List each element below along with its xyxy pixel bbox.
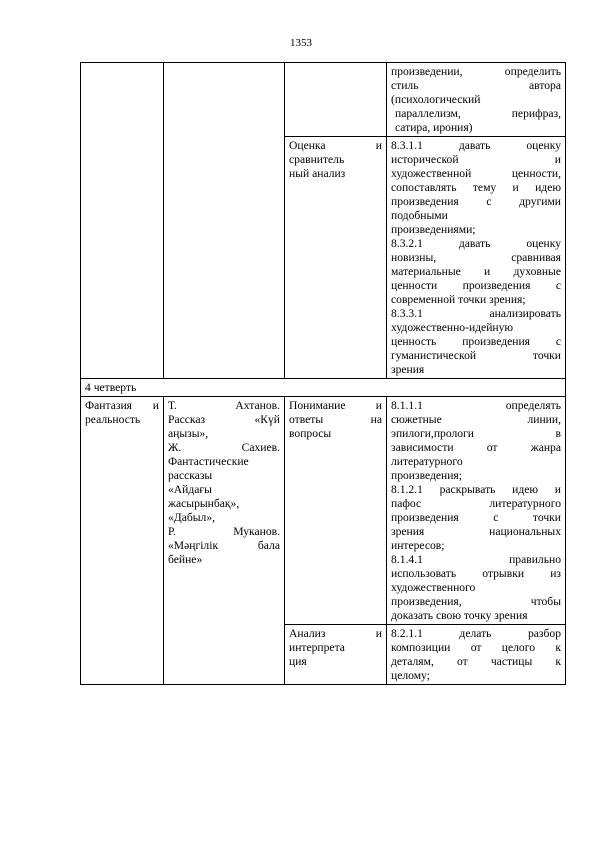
text-line: сопоставлять тему и идею [391, 181, 561, 194]
text-line: жасырынбақ», [168, 497, 240, 510]
text-line: литературного [391, 455, 463, 468]
text-line: зрения [391, 363, 425, 376]
text-line: пафос литературного [391, 497, 561, 510]
text-line: ценность произведения с [391, 335, 561, 348]
text-line: 8.1.2.1 раскрывать идею и [391, 483, 561, 496]
text-line: подобными [391, 209, 448, 222]
text-line: ответы на [289, 413, 382, 426]
text-line: материальные и духовные [391, 265, 561, 278]
text-line: Фантастические [168, 455, 249, 468]
topic-cell-empty [81, 63, 164, 379]
text-line: Т. Ахтанов. [168, 399, 280, 412]
objectives-cell-analysis [387, 625, 566, 685]
text-line: Оценка и [289, 139, 382, 152]
text-line: произведения с точки [391, 511, 561, 524]
text-line: сатира, ирония) [395, 121, 473, 134]
text-line: «Айдағы [168, 483, 212, 496]
text-line: целому; [391, 669, 430, 682]
text-line: новизны, сравнивая [391, 251, 561, 264]
text-line: зрения национальных [391, 525, 561, 538]
text-line: 8.1.1.1 определять [391, 399, 561, 412]
quarter-heading: 4 четверть [81, 379, 566, 397]
text-line: 8.3.3.1 анализировать [391, 307, 561, 320]
text-line: композиции от целого к [391, 641, 561, 654]
text-line: реальность [85, 413, 141, 426]
works-cell-empty [164, 63, 285, 379]
text-line: произведения; [391, 469, 462, 482]
text-line: 8.3.2.1 давать оценку [391, 237, 561, 250]
text-line: Понимание и [289, 399, 382, 412]
skill-cell-analysis [285, 625, 387, 685]
works-cell-fantasy [164, 397, 285, 685]
text-line: сравнитель [289, 153, 345, 166]
text-line: деталям, от частицы к [391, 655, 561, 668]
text-line: 8.2.1.1 делать разбор [391, 627, 561, 640]
curriculum-table [80, 62, 566, 685]
objectives-cell-continuation [387, 63, 566, 137]
text-line: доказать свою точку зрения [391, 609, 528, 622]
topic-cell-fantasy [81, 397, 164, 685]
text-line: художественно-идейную [391, 321, 514, 334]
text-line: «Мәңгілік бала [168, 539, 280, 552]
text-line: произведения с другими [391, 195, 561, 208]
text-line: сюжетные линии, [391, 413, 561, 426]
text-line: Анализ и [289, 627, 382, 640]
table-row-continuation [81, 63, 566, 137]
text-line: художественной ценности, [391, 167, 561, 180]
text-line: интересов; [391, 539, 445, 552]
text-line: интерпрета [289, 641, 345, 654]
text-line: аңызы», [168, 427, 209, 440]
text-line: (психологический [391, 93, 481, 106]
text-line: художественного [391, 581, 476, 594]
skill-cell-understanding [285, 397, 387, 625]
text-line: «Дабыл», [168, 511, 216, 524]
text-line: стиль автора [391, 79, 561, 92]
text-line: ный анализ [289, 167, 346, 180]
text-line: использовать отрывки из [391, 567, 561, 580]
page-number: 1353 [290, 37, 312, 49]
text-line: гуманистической точки [391, 349, 561, 362]
skill-cell-evaluation [285, 137, 387, 379]
text-line: современной точки зрения; [391, 293, 526, 306]
text-line: 8.3.1.1 давать оценку [391, 139, 561, 152]
text-line: исторической и [391, 153, 561, 166]
text-line: бейне» [168, 553, 203, 566]
text-line: ценности произведения с [391, 279, 561, 292]
text-line: Фантазия и [85, 399, 159, 412]
text-line: вопросы [289, 427, 332, 440]
text-line: произведении, определить [391, 65, 561, 78]
text-line: параллелизм, перифраз, [395, 107, 561, 120]
text-line: Р. Муканов. [168, 525, 280, 538]
objectives-cell-understanding [387, 397, 566, 625]
objectives-cell-evaluation [387, 137, 566, 379]
text-line: ция [289, 655, 307, 668]
text-line: 8.1.4.1 правильно [391, 553, 561, 566]
text-line: произведения, чтобы [391, 595, 561, 608]
text-line: рассказы [168, 469, 213, 482]
skill-cell-empty [285, 63, 387, 137]
table-row-fantasy [81, 397, 566, 625]
text-line: произведениями; [391, 223, 476, 236]
text-line: эпилоги,прологи в [391, 427, 561, 440]
table-row-quarter [81, 379, 566, 397]
text-line: Рассказ «Күй [168, 413, 280, 426]
text-line: Ж. Сахиев. [168, 441, 280, 454]
text-line: зависимости от жанра [391, 441, 561, 454]
